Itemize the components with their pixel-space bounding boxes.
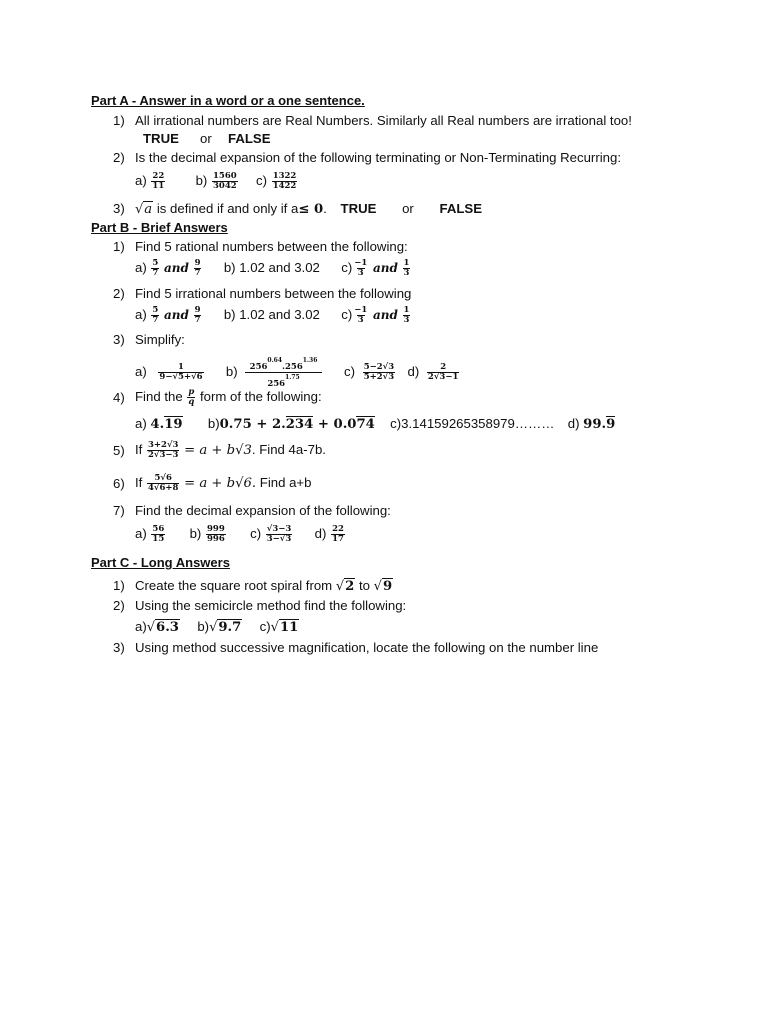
question-text: Find the decimal expansion of the following: <box>135 503 391 518</box>
option-row: a) $\frac{56}{15}$ b) $\frac{999}{996}$ c) $\frac{√3-3}{3-√3}$ d) $\frac{22}{17}$ <box>135 524 344 544</box>
option-label: b) <box>195 172 208 188</box>
question-number: 3) <box>113 640 125 655</box>
option-row: a) $\frac{5}{7}$ and $\frac{9}{7}$ b) 1.02 and 3.02 c) $\frac{-1}{3}$ and $\frac{1}{3}$ <box>135 258 410 278</box>
question-number: 1) <box>113 113 125 128</box>
fraction: $\frac{1560}{3042}$ <box>213 171 237 191</box>
true-option: TRUE <box>143 131 179 146</box>
question-number: 4) <box>113 390 125 405</box>
option-label: a) <box>135 172 147 188</box>
question-text: Find 5 irrational numbers between the following <box>135 286 412 301</box>
option-label: c) <box>256 172 268 188</box>
question-text: If $\frac{5√6}{4√6+8}$ = a + b√6. Find a+b <box>135 473 312 493</box>
fraction: $\frac{22}{11}$ <box>152 171 165 191</box>
or-text: or <box>402 201 414 216</box>
true-option: TRUE <box>340 201 377 216</box>
option-row: a)√6.3 b)√9.7 c)√11 <box>135 619 299 635</box>
question-text: All irrational numbers are Real Numbers. Similarly all Real numbers are irrational too! <box>135 113 632 128</box>
false-option: FALSE <box>439 201 482 216</box>
part-b-heading: Part B - Brief Answers <box>91 220 228 235</box>
option-row: a) 4.19 b)0.75 + 2.234 + 0.074 c)3.14159265358979……… d) 99.9 <box>135 416 616 432</box>
part-a-heading: Part A - Answer in a word or a one sentence. <box>91 93 365 108</box>
question-number: 1) <box>113 239 125 254</box>
part-c-heading: Part C - Long Answers <box>91 555 230 570</box>
fraction: $\frac{1322}{1422}$ <box>272 171 297 191</box>
question-number: 6) <box>113 476 125 491</box>
sqrt-expression: √a <box>135 202 153 217</box>
question-text: Find the $\frac{p}{q}$ form of the following: <box>135 387 322 407</box>
question-number: 3) <box>113 332 125 347</box>
question-text: Simplify: <box>135 332 185 347</box>
question-text: Using method successive magnification, locate the following on the number line <box>135 640 599 655</box>
question-number: 2) <box>113 286 125 301</box>
sqrt-expression: √2 <box>335 579 355 594</box>
question-number: 2) <box>113 598 125 613</box>
question-text: Find 5 rational numbers between the following: <box>135 239 408 254</box>
question-number: 3) <box>113 201 125 216</box>
condition: ≤ 0 <box>298 202 324 217</box>
or-text: or <box>200 131 212 146</box>
question-text: Is the decimal expansion of the following terminating or Non-Terminating Recurring: <box>135 150 621 165</box>
question-number: 2) <box>113 150 125 165</box>
question-text: Using the semicircle method find the following: <box>135 598 407 613</box>
question-number: 1) <box>113 578 125 593</box>
sqrt-expression: √9 <box>373 579 393 594</box>
question-number: 7) <box>113 503 125 518</box>
option-row <box>135 172 298 191</box>
option-row: a) $\frac{5}{7}$ and $\frac{9}{7}$ b) 1.02 and 3.02 c) $\frac{-1}{3}$ and $\frac{1}{3}$ <box>135 305 410 325</box>
question-text: Create the square root spiral from √2 to √9 <box>135 578 393 594</box>
question-number: 5) <box>113 443 125 458</box>
option-row: a) $\frac{1}{9-√5+√6}$ b) $\frac{256^{0.64}.256^{1.36}}{256^{1.75}}$ c) $\frac{5-2√3}{5+2√3}$ d) $\frac{2}{2√3-1}$ <box>135 357 459 389</box>
question-text: √a is defined if and only if a≤ 0. TRUE or FALSE <box>135 201 482 217</box>
false-option: FALSE <box>228 131 271 146</box>
question-text: If $\frac{3+2√3}{2√3-3}$ = a + b√3. Find 4a-7b. <box>135 440 326 460</box>
